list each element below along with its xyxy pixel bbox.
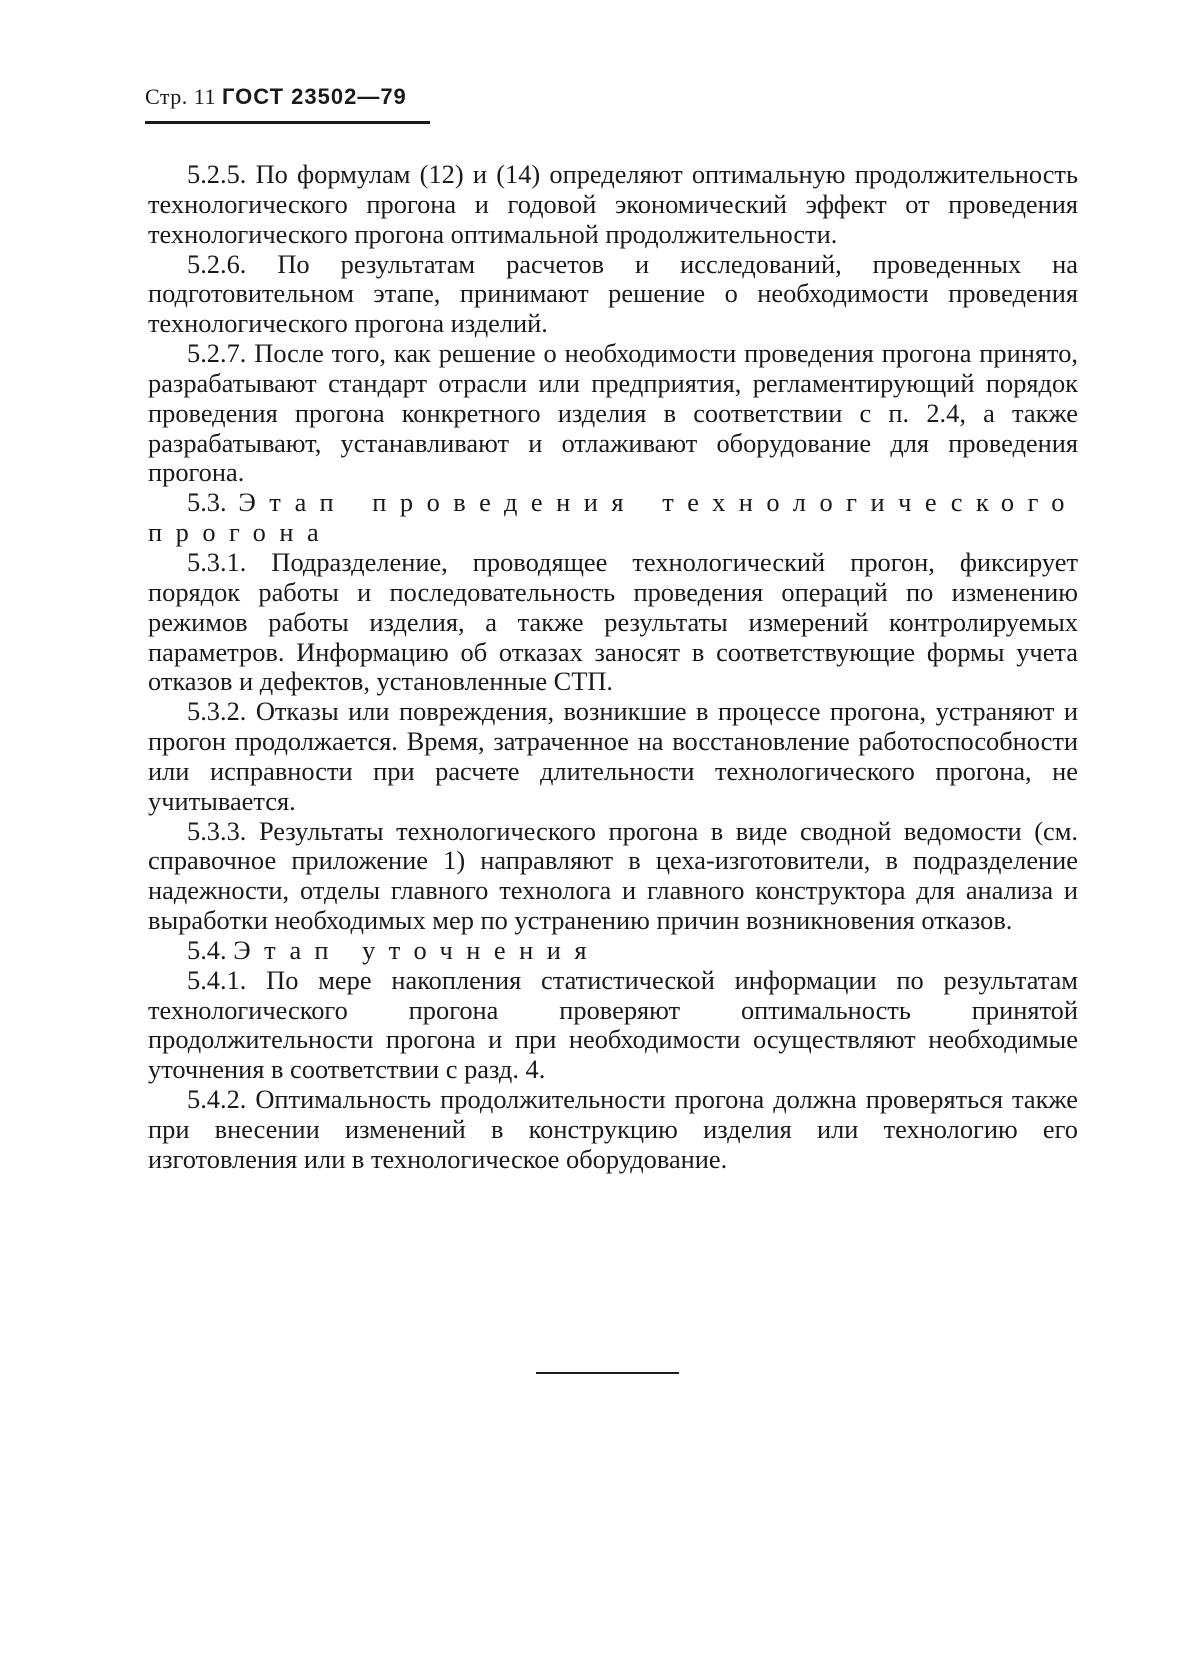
clause-5-3-2: 5.3.2. Отказы или повреждения, возникшие в процессе прогона, устраняют и прогон продолжается. Время, затраченное на восстановление работоспособности или исправности при расчете длительности технологического прогона, не учитывается. [148,696,1078,816]
clause-5-2-6: 5.2.6. По результатам расчетов и исследований, проведенных на подготовительном этапе, принимают решение о необходимости проведения технологического прогона изделий. [148,248,1078,339]
section-heading-5-4 [148,936,1078,966]
section-title: Этап проведения технологического прогона [148,487,1078,548]
clause-5-3-1: 5.3.1. Подразделение, проводящее технологический прогон, фиксирует порядок работы и последовательность проведения операций по изменению режимов работы изделия, а также результаты измерений контролируемых параметров. Информацию об отказах заносят в соответствующие формы учета отказов и дефектов, установленные СТП. [148,546,1078,697]
page-number-label: Стр. 11 [145,84,216,109]
section-title: Этап уточнения [233,934,600,965]
clause-5-2-7: 5.2.7. После того, как решение о необходимости проведения прогона принято, разрабатывают стандарт отрасли или предприятия, регламентирующий порядок проведения прогона конкретного изделия в соответствии с п. 2.4, а также разрабатывают, устанавливают и отлаживают оборудование для проведения прогона. [148,338,1078,488]
end-rule [536,1372,679,1374]
clause-5-4-2: 5.4.2. Оптимальность продолжительности прогона должна проверяться также при внесении изменений в конструкцию изделия или технологию его изготовления или в технологическое оборудование. [148,1084,1078,1174]
header-rule [145,121,430,124]
document-body [148,160,1078,1175]
section-heading-5-3 [148,488,1078,548]
clause-5-4-1: 5.4.1. По мере накопления статистической информации по результатам технологического прогона проверяют оптимальность принятой продолжительности прогона и при необходимости осуществляют необходимые уточнения в соответствии с разд. 4. [148,964,1078,1085]
page-header [145,86,407,108]
section-number: 5.4. [187,934,227,965]
clause-5-2-5: 5.2.5. По формулам (12) и (14) определяют оптимальную продолжительность технологического прогона и годовой экономический эффект от проведения технологического прогона оптимальной продолжительности. [148,159,1078,249]
section-number: 5.3. [187,487,227,518]
clause-5-3-3: 5.3.3. Результаты технологического прогона в виде сводной ведомости (см. справочное приложение 1) направляют в цеха-изготовители, в подразделение надежности, отделы главного технолога и главного конструктора для анализа и выработки необходимых мер по устранению причин возникновения отказов. [148,815,1078,936]
standard-designation: ГОСТ 23502—79 [221,84,407,109]
